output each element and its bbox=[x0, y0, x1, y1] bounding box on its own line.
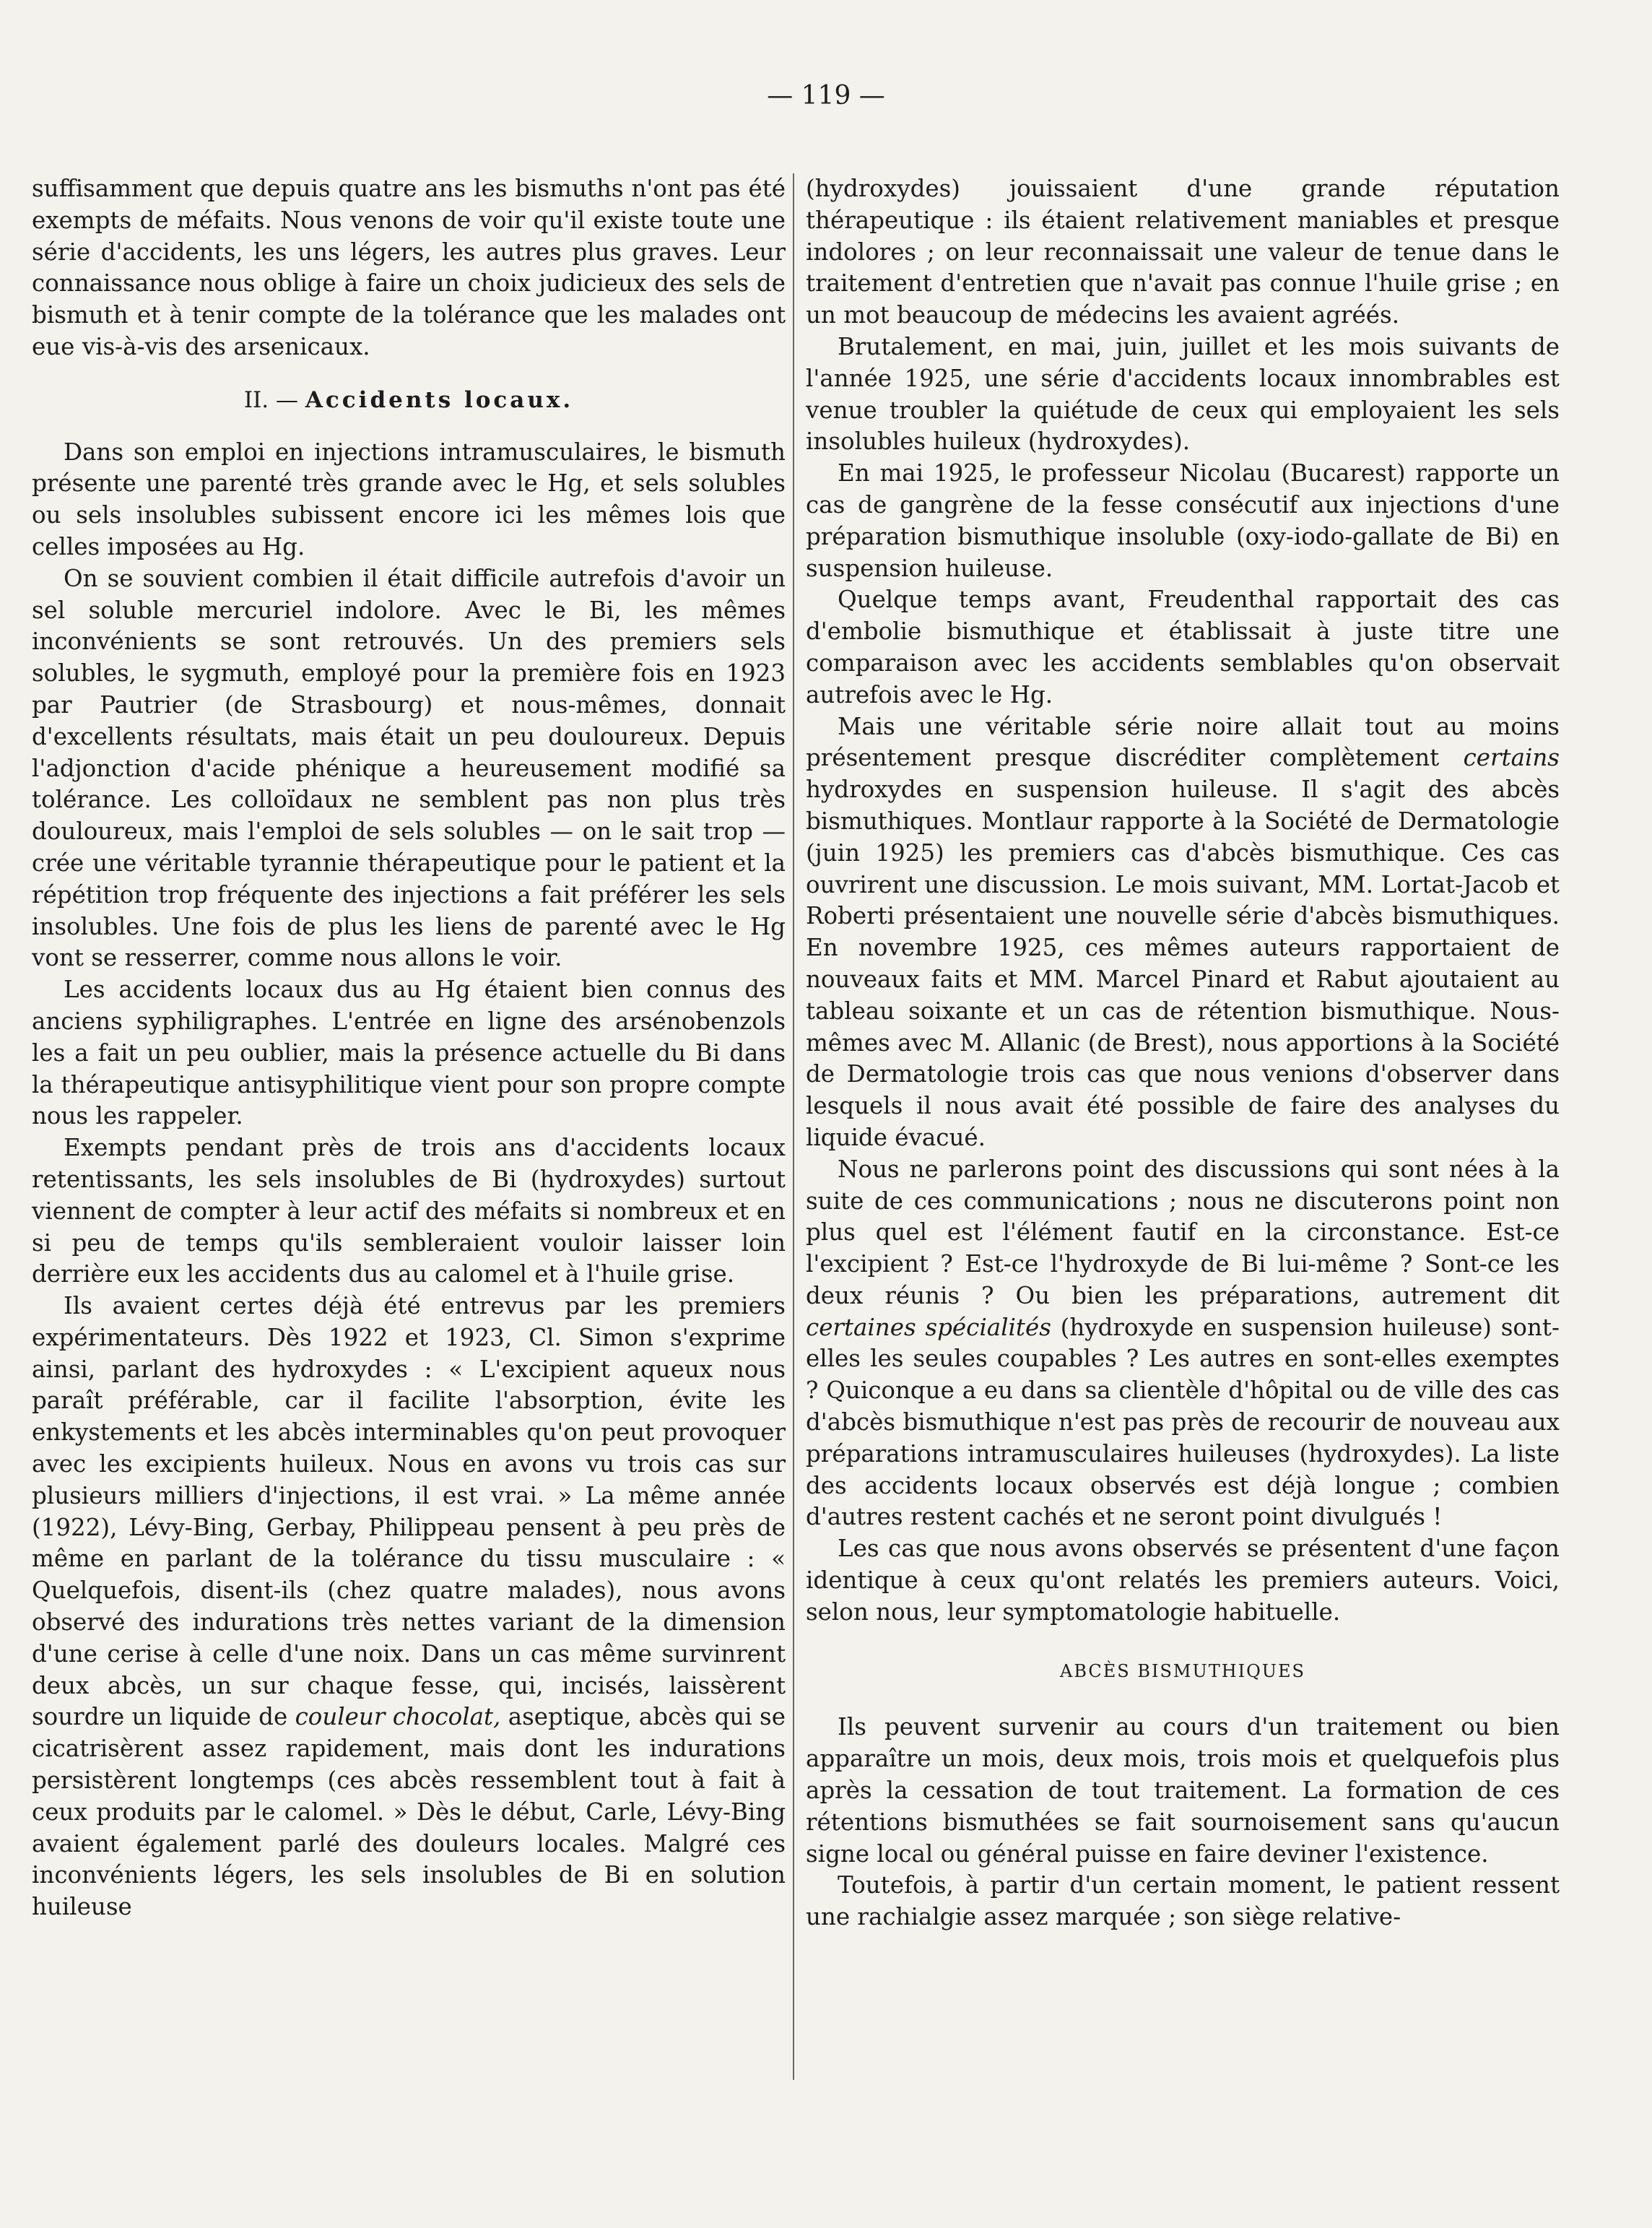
paragraph: Les cas que nous avons observés se présentent d'une façon identique à ceux qu'ont relatés les premiers auteurs. Voici, selon nous, leur symptomatologie habituelle. bbox=[806, 1535, 1560, 1626]
paragraph: Brutalement, en mai, juin, juillet et les mois suivants de l'année 1925, une série d'accidents locaux innombrables est venue troubler la quiétude de ceux qui employaient les sels insolubles huileux (hydroxydes). bbox=[806, 332, 1560, 456]
section-heading-number: II. — bbox=[243, 386, 299, 413]
paragraph bbox=[32, 1291, 786, 1923]
text-run: hydroxydes en suspension huileuse. Il s'agit des abcès bismuthiques. Montlaur rapporte à la Société de Dermatologie (juin 1925) les premiers cas d'abcès bismuthique. Ces cas ouvrirent une discussion. Le mois suivant, MM. Lortat-Jacob et Roberti présentaient une nouvelle série d'abcès bismuthiques. En novembre 1925, ces mêmes auteurs rapportaient de nouveaux faits et MM. Marcel Pinard et Rabut ajoutaient au tableau soixante et un cas de rétention bismuthique. Nous-mêmes avec M. Allanic (de Brest), nous apportions à la Société de Dermatologie trois cas que nous venions d'observer dans lesquels il nous avait été possible de faire des analyses du liquide évacué. bbox=[806, 776, 1560, 1151]
text-run: (hydroxyde en suspension huileuse) sont-elles les seules coupables ? Les autres en sont-elles exemptes ? Quiconque a eu dans sa clientèle d'hôpital ou de ville des cas d'abcès bismuthique n'est pas près de recourir de nouveau aux préparations intramusculaires huileuses (hydroxydes). La liste des accidents locaux observés est déjà longue ; combien d'autres restent cachés et ne seront point divulgués ! bbox=[806, 1313, 1560, 1531]
text-run: Mais une véritable série noire allait tout au moins présentement presque discréditer complètement bbox=[806, 712, 1560, 772]
paragraph: Exempts pendant près de trois ans d'accidents locaux retentissants, les sels insolubles de Bi (hydroxydes) surtout viennent de compter à leur actif des méfaits si nombreux et en si peu de temps qu'ils sembleraient vouloir laisser loin derrière eux les accidents dus au calomel et à l'huile grise. bbox=[32, 1134, 786, 1288]
subsection-heading: ABCÈS BISMUTHIQUES bbox=[1059, 1660, 1305, 1681]
paragraph bbox=[806, 1154, 1560, 1534]
paragraph: Ils peuvent survenir au cours d'un traitement ou bien apparaître un mois, deux mois, trois mois et quelquefois plus après la cessation de tout traitement. La formation de ces rétentions bismuthées se fait sournoisement sans qu'aucun signe local ou général puisse en faire deviner l'existence. bbox=[806, 1713, 1560, 1868]
paragraph: Toutefois, à partir d'un certain moment, le patient ressent une rachialgie assez marquée ; son siège relative- bbox=[806, 1871, 1560, 1931]
italic-text: certains bbox=[1463, 744, 1560, 772]
text-run: Nous ne parlerons point des discussions qui sont nées à la suite de ces communications ; nous ne discuterons point non plus quel est l'élément fautif en la circonstance. Est-ce l'excipient ? Est-ce l'hydroxyde de Bi lui-même ? Sont-ce les deux réunis ? Ou bien les préparations, autrement dit bbox=[806, 1155, 1560, 1309]
paragraph: En mai 1925, le professeur Nicolau (Bucarest) rapporte un cas de gangrène de la fesse consécutif aux injections d'une préparation bismuthique insoluble (oxy-iodo-gallate de Bi) en suspension huileuse. bbox=[806, 459, 1560, 582]
italic-text: certaines spécialités bbox=[806, 1313, 1051, 1341]
right-column bbox=[806, 173, 1560, 1933]
paragraph: suffisamment que depuis quatre ans les bismuths n'ont pas été exempts de méfaits. Nous venons de voir qu'il existe toute une série d'accidents, les uns légers, les autres plus graves. Leur connaissance nous oblige à faire un choix judicieux des sels de bismuth et à tenir compte de la tolérance que les malades ont eue vis-à-vis des arsenicaux. bbox=[32, 175, 786, 360]
section-heading-title: Accidents locaux. bbox=[305, 386, 574, 413]
section-heading bbox=[32, 385, 786, 417]
paragraph: Quelque temps avant, Freudenthal rapportait des cas d'embolie bismuthique et établissait à juste titre une comparaison avec les accidents semblables qu'on observait autrefois avec le Hg. bbox=[806, 586, 1560, 708]
page-number: — 119 — bbox=[767, 81, 885, 110]
text-run: aseptique, abcès qui se cicatrisèrent assez rapidement, mais dont les indurations persistèrent longtemps (ces abcès ressemblent tout à fait à ceux produits par le calomel. » Dès le début, Carle, Lévy-Bing avaient également parlé des douleurs locales. Malgré ces inconvénients légers, les sels insolubles de Bi en solution huileuse bbox=[32, 1703, 786, 1921]
text-run: Ils avaient certes déjà été entrevus par les premiers expérimentateurs. Dès 1922 et 1923, Cl. Simon s'exprime ainsi, parlant des hydroxydes : « L'excipient aqueux nous paraît préférable, car il facilite l'absorption, évite les enkystements et les abcès interminables qu'on peut provoquer avec les excipients huileux. Nous en avons vu trois cas sur plusieurs milliers d'injections, il est vrai. » La même année (1922), Lévy-Bing, Gerbay, Philippeau pensent à peu près de même en parlant de la tolérance du tissu musculaire : « Quelquefois, disent-ils (chez quatre malades), nous avons observé des indurations très nettes variant de la dimension d'une cerise à celle d'une noix. Dans un cas même survinrent deux abcès, un sur chaque fesse, qui, incisés, laissèrent sourdre un liquide de bbox=[32, 1292, 786, 1731]
column-divider bbox=[793, 173, 794, 2080]
paragraph: Les accidents locaux dus au Hg étaient bien connus des anciens syphiligraphes. L'entrée en ligne des arsénobenzols les a fait un peu oublier, mais la présence actuelle du Bi dans la thérapeutique antisyphilitique vient pour son propre compte nous les rappeler. bbox=[32, 976, 786, 1130]
paragraph bbox=[806, 711, 1560, 1154]
paragraph: Dans son emploi en injections intramusculaires, le bismuth présente une parenté très grande avec le Hg, et sels solubles ou sels insolubles subissent encore ici les mêmes lois que celles imposées au Hg. bbox=[32, 438, 786, 560]
paragraph: (hydroxydes) jouissaient d'une grande réputation thérapeutique : ils étaient relativement maniables et presque indolores ; on leur reconnaissait une valeur de tenue dans le traitement d'entretien que n'avait pas connue l'huile grise ; en un mot beaucoup de médecins les avaient agréés. bbox=[806, 175, 1560, 329]
paragraph: On se souvient combien il était difficile autrefois d'avoir un sel soluble mercuriel indolore. Avec le Bi, les mêmes inconvénients se sont retrouvés. Un des premiers sels solubles, le sygmuth, employé pour la première fois en 1923 par Pautrier (de Strasbourg) et nous-mêmes, donnait d'excellents résultats, mais était un peu douloureux. Depuis l'adjonction d'acide phénique a heureusement modifié sa tolérance. Les colloïdaux ne semblent pas non plus très douloureux, mais l'emploi de sels solubles — on le sait trop — crée une véritable tyrannie thérapeutique pour le patient et la répétition trop fréquente des injections a fait préférer les sels insolubles. Une fois de plus les liens de parenté avec le Hg vont se resserrer, comme nous allons le voir. bbox=[32, 564, 786, 972]
left-column bbox=[32, 173, 786, 1923]
italic-text: couleur chocolat, bbox=[295, 1703, 501, 1731]
